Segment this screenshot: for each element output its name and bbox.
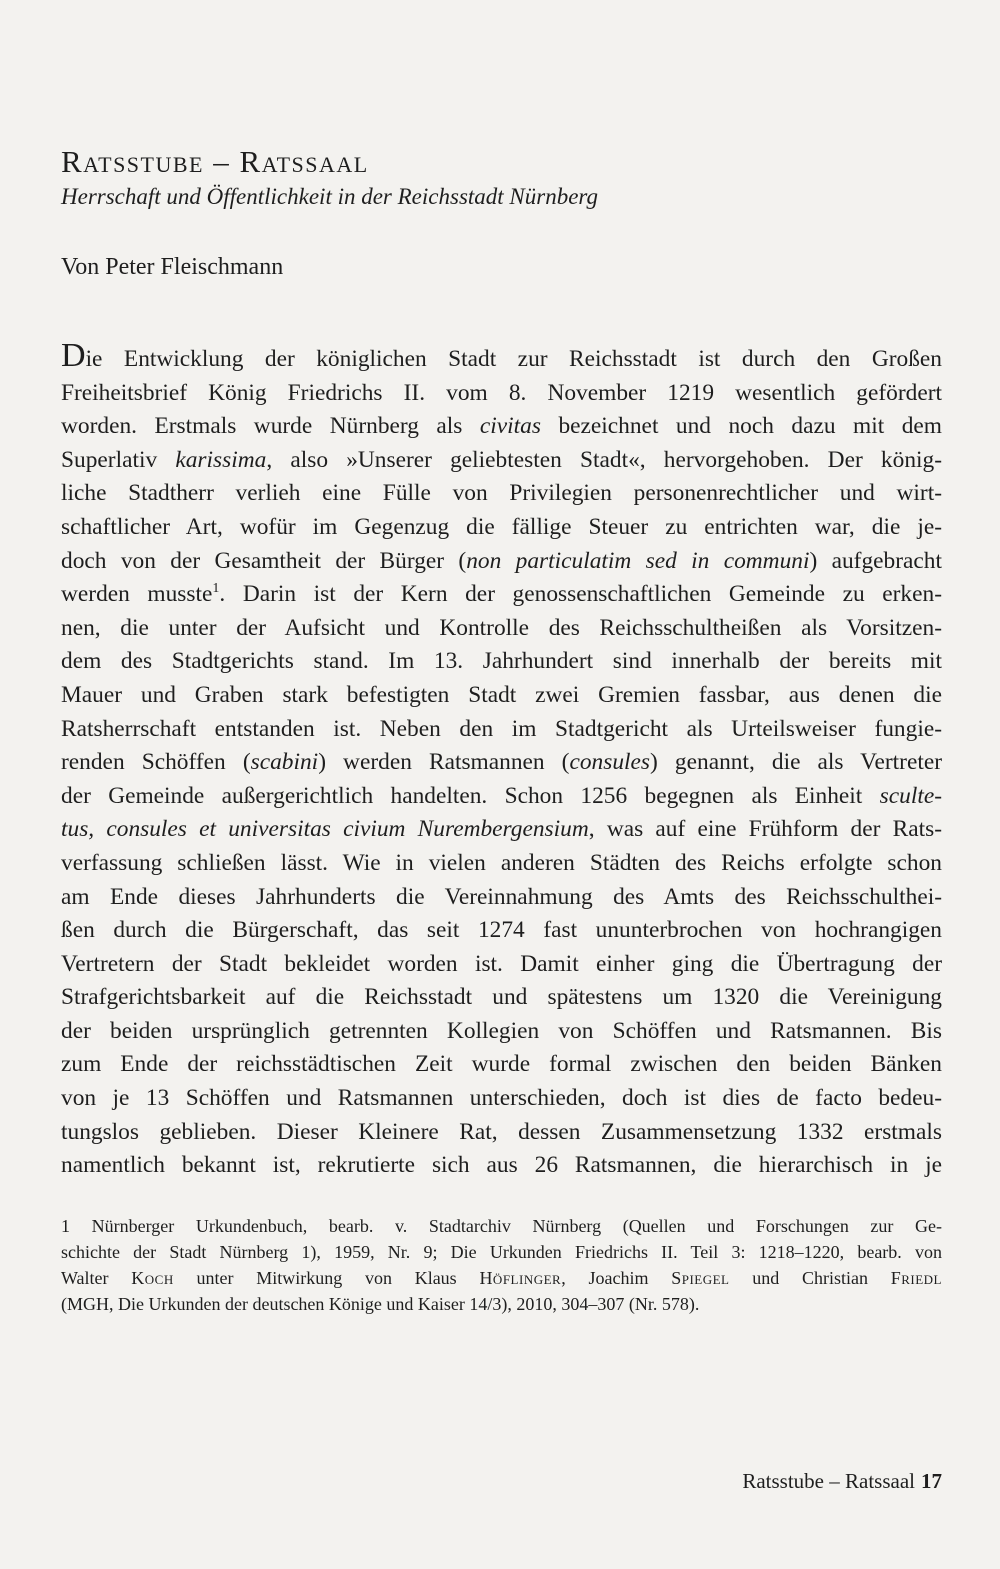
running-footer (742, 1466, 942, 1496)
body-line: dem des Stadtgerichts stand. Im 13. Jahrhundert sind innerhalb der bereits mit (61, 648, 942, 675)
author-name: Friedl (890, 1268, 942, 1288)
italic-term: scabini (250, 749, 319, 776)
footnote-marker: 1 (212, 581, 220, 597)
drop-cap: D (61, 337, 86, 374)
body-line: liche Stadtherr verlieh eine Fülle von Privilegien personenrechtlicher und wirt- (61, 480, 942, 507)
body-line: Die Entwicklung der königlichen Stadt zur Reichsstadt ist durch den Großen (61, 337, 942, 374)
body-line: worden. Erstmals wurde Nürnberg als civitas bezeichnet und noch dazu mit dem (61, 413, 943, 440)
body-line: Strafgerichtsbarkeit auf die Reichsstadt und spätestens um 1320 die Vereinigung (61, 984, 942, 1011)
body-line: werden musste$^1$. Darin ist der Kern der genossenschaftlichen Gemeinde zu erken- (61, 581, 942, 608)
footnote-line: schichte der Stadt Nürnberg 1), 1959, Nr. 9; Die Urkunden Friedrichs II. Teil 3: 1218–1220, bearb. von (61, 1242, 942, 1262)
body-line: Freiheitsbrief König Friedrichs II. vom 8. November 1219 wesentlich gefördert (61, 379, 942, 406)
italic-term: karissima (175, 446, 267, 473)
italic-term: sculte- (879, 782, 942, 809)
body-paragraph (61, 337, 943, 1183)
body-line: am Ende dieses Jahrhunderts die Vereinnahmung des Amts des Reichsschulthei- (61, 883, 942, 910)
italic-term: non particulatim sed in communi (466, 547, 810, 574)
body-line: Vertretern der Stadt bekleidet worden ist. Damit einher ging die Übertragung der (61, 950, 942, 977)
author-name: Koch (131, 1268, 174, 1288)
body-line: von je 13 Schöffen und Ratsmannen unterschieden, doch ist dies de facto bedeu- (61, 1085, 942, 1112)
author-name: Spiegel (671, 1268, 730, 1288)
italic-term: civitas (479, 413, 541, 440)
body-line: renden Schöffen (scabini) werden Ratsmannen (consules) genannt, die als Vertreter (61, 749, 942, 776)
body-line: Mauer und Graben stark befestigten Stadt zwei Gremien fassbar, aus denen die (61, 681, 942, 708)
body-line: Superlativ karissima, also »Unserer geliebtesten Stadt«, hervorgehoben. Der könig- (61, 446, 942, 473)
chapter-title: Ratsstube – Ratssaal (61, 144, 369, 179)
footnote-line: Walter Koch unter Mitwirkung von Klaus Höflinger, Joachim Spiegel und Christian Friedl (61, 1268, 942, 1288)
body-line: ßen durch die Bürgerschaft, das seit 1274 fast ununterbrochen von hochrangigen (61, 917, 942, 944)
footnote-section (61, 1213, 942, 1317)
footnote-line: (MGH, Die Urkunden der deutschen Könige und Kaiser 14/3), 2010, 304–307 (Nr. 578). (61, 1294, 700, 1314)
footnote-line: 1 Nürnberger Urkundenbuch, bearb. v. Stadtarchiv Nürnberg (Quellen und Forschungen zur Ge- (61, 1216, 942, 1236)
body-line: doch von der Gesamtheit der Bürger (non particulatim sed in communi) aufgebracht (61, 547, 942, 574)
body-line: nen, die unter der Aufsicht und Kontrolle des Reichsschultheißen als Vorsitzen- (61, 614, 942, 641)
author-name: Höflinger (479, 1268, 562, 1288)
body-line: tungslos geblieben. Dieser Kleinere Rat, dessen Zusammensetzung 1332 erstmals (61, 1118, 942, 1145)
body-line: tus, consules et universitas civium Nurembergensium, was auf eine Frühform der Rats- (61, 816, 942, 843)
author-line: Von Peter Fleischmann (61, 254, 284, 280)
page-number: 17 (921, 1469, 942, 1493)
italic-term: tus, consules et universitas civium Nurembergensium (61, 816, 589, 843)
running-title: Ratsstube – Ratssaal (742, 1469, 915, 1493)
body-line: schaftlicher Art, wofür im Gegenzug die fällige Steuer zu entrichten war, die je- (61, 513, 942, 540)
body-line: Ratsherrschaft entstanden ist. Neben den im Stadtgericht als Urteilsweiser fungie- (61, 715, 942, 742)
italic-term: consules (569, 749, 651, 776)
body-line: der Gemeinde außergerichtlich handelten. Schon 1256 begegnen als Einheit sculte- (61, 782, 942, 809)
body-line: namentlich bekannt ist, rekrutierte sich aus 26 Ratsmannen, die hierarchisch in je (61, 1152, 942, 1179)
chapter-subtitle: Herrschaft und Öffentlichkeit in der Reichsstadt Nürnberg (61, 184, 599, 209)
body-line: zum Ende der reichsstädtischen Zeit wurde formal zwischen den beiden Bänken (61, 1051, 942, 1078)
body-line: verfassung schließen lässt. Wie in vielen anderen Städten des Reichs erfolgte schon (61, 849, 942, 876)
body-line: der beiden ursprünglich getrennten Kollegien von Schöffen und Ratsmannen. Bis (61, 1017, 942, 1044)
